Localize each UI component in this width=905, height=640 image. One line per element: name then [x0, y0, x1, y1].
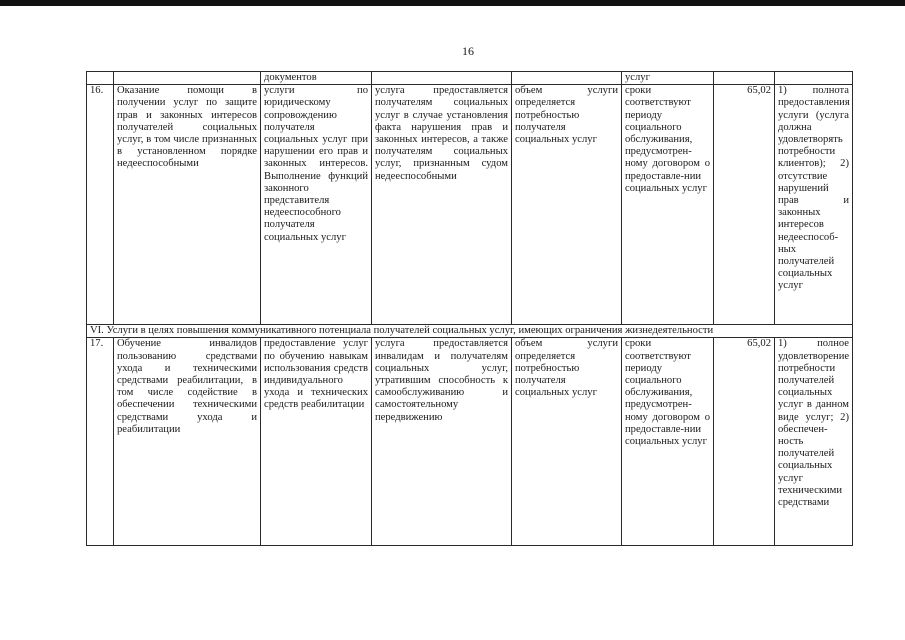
- service-tariff: 65,02: [714, 338, 775, 546]
- cell-empty: [372, 72, 512, 85]
- service-terms: сроки соответствуют периоду социального обслуживания, предусмотрен-ному договором о предоставле-нии социальных услуг: [622, 338, 714, 546]
- service-volume: объем услуги определяется потребностью получателя социальных услуг: [512, 338, 622, 546]
- row-number: 17.: [87, 338, 114, 546]
- service-condition: услуга предоставляется получателям социальных услуг в случае установления факта нарушения прав и законных интересов, а также получателям социальных услуг, признанным судом недееспособными: [372, 85, 512, 325]
- service-name: Обучение инвалидов пользованию средствами ухода и техническими средствами реабилитации, в том числе содействие в обеспечении техническими средствами ухода и реабилитации: [114, 338, 261, 546]
- cell-continued-description: документов: [261, 72, 372, 85]
- cell-empty: [87, 72, 114, 85]
- section-title: VI. Услуги в целях повышения коммуникативного потенциала получателей социальных услуг, имеющих ограничения жизнедеятельности: [87, 325, 853, 338]
- service-condition: услуга предоставляется инвалидам и получателям социальных услуг, утратившим способность к самообслуживанию и самостоятельному передвижению: [372, 338, 512, 546]
- service-terms: сроки соответствуют периоду социального обслуживания, предусмотрен-ному договором о предоставле-нии социальных услуг: [622, 85, 714, 325]
- cell-empty: [114, 72, 261, 85]
- service-volume: объем услуги определяется потребностью получателя социальных услуг: [512, 85, 622, 325]
- table-row-continued: [87, 72, 853, 85]
- row-number: 16.: [87, 85, 114, 325]
- service-quality: 1) полное удовлетворение потребности получателей социальных услуг в данном виде услуг; 2) обеспечен-ность получателей социальных услуг техническими средствами: [775, 338, 853, 546]
- top-scan-border: [0, 0, 905, 6]
- cell-empty: [775, 72, 853, 85]
- table-row-16: [87, 85, 853, 325]
- service-quality: 1) полнота предоставления услуги (услуга должна удовлетворять потребности клиентов); 2) отсутствие нарушений прав и законных интересов недееспособ-ных получателей социальных услуг: [775, 85, 853, 325]
- cell-empty: [512, 72, 622, 85]
- cell-continued-terms: услуг: [622, 72, 714, 85]
- service-description: предоставление услуг по обучению навыкам использования средств индивидуального ухода и технических средств реабилитации: [261, 338, 372, 546]
- page-number: 16: [462, 44, 474, 58]
- service-description: услуги по юридическому сопровождению получателя социальных услуг при нарушении его прав и законных интересов. Выполнение функций законного представителя недееспособного получателя социальных услуг: [261, 85, 372, 325]
- cell-empty: [714, 72, 775, 85]
- table-row-17: [87, 338, 853, 546]
- service-name: Оказание помощи в получении услуг по защите прав и законных интересов получателей социальных услуг, в том числе признанных в установленном порядке недееспособными: [114, 85, 261, 325]
- service-tariff: 65,02: [714, 85, 775, 325]
- section-header-row: [87, 325, 853, 338]
- services-table: [86, 71, 853, 546]
